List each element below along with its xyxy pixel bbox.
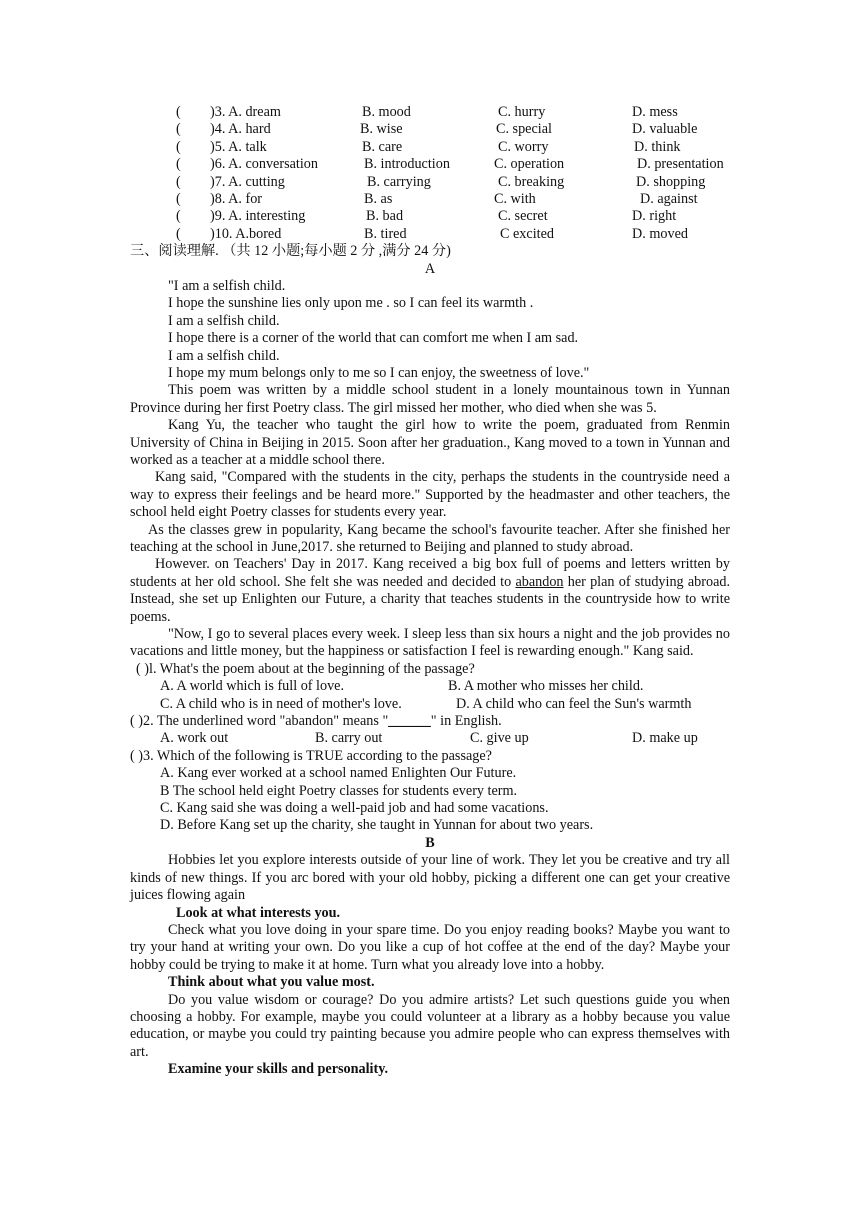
cloze-row [130,226,730,243]
cloze-option: C excited [500,225,554,242]
cloze-option: C. secret [498,208,548,225]
cloze-option: )5. A. talk [210,138,267,155]
cloze-row [130,156,730,173]
option: B. A mother who misses her child. [448,678,644,695]
poem-line: I am a selfish child. [168,312,280,329]
section-heading: 三、阅读理解. （共 12 小题;每小题 2 分 ,满分 24 分) [130,243,451,260]
paragraph: Hobbies let you explore interests outside of your line of work. They let you be creative and try all kinds of new things. If you arc bored with your old hobby, picking a different one can get your creative juices flowing again [130,852,730,904]
cloze-option: C. breaking [498,173,565,190]
answer-paren: ( [176,138,181,155]
passage-a-label: A [424,260,436,277]
cloze-option: D. against [640,190,698,207]
option: B The school held eight Poetry classes for students every term. [160,782,518,799]
option: C. give up [470,730,529,747]
option-row [130,730,730,747]
cloze-option: B. tired [364,225,407,242]
text: her plan of studying abroad. Instead, she set up Enlighten our Future, a charity that teaches students in the countryside how to write poems. [130,573,731,625]
answer-paren: ( [176,156,181,173]
cloze-row [130,104,730,121]
question-stem [130,713,730,730]
question-stem: ( )3. Which of the following is TRUE according to the passage? [130,747,492,764]
poem-line: I hope my mum belongs only to me so I can enjoy, the sweetness of love." [168,364,590,381]
cloze-option: C. hurry [498,104,546,120]
cloze-option: B. carrying [367,173,431,190]
paragraph: Do you value wisdom or courage? Do you admire artists? Let such questions guide you when choosing a hobby. For example, maybe you could volunteer at a library as a hobby because you value education, or maybe you could try painting because you admire people who can express themselves with art. [130,991,730,1060]
option: D. make up [632,730,698,747]
cloze-option: B. mood [362,104,411,120]
option: A. A world which is full of love. [160,678,345,695]
option-row [130,696,730,713]
cloze-row [130,191,730,208]
answer-paren: ( [176,190,181,207]
cloze-option: )6. A. conversation [210,156,318,173]
cloze-option: B. introduction [364,156,450,173]
cloze-option: D. mess [632,104,678,120]
answer-blank: ______ [388,713,431,730]
subheading: Think about what you value most. [168,974,375,991]
cloze-option: B. bad [366,208,404,225]
poem-line: "I am a selfish child. [168,277,286,294]
cloze-option: C. operation [494,156,565,173]
cloze-row [130,139,730,156]
answer-paren: ( [176,225,181,242]
cloze-option: B. as [364,190,393,207]
option: D. Before Kang set up the charity, she taught in Yunnan for about two years. [160,817,594,834]
poem-line: I am a selfish child. [168,347,280,364]
paragraph [130,556,730,626]
underlined-word: abandon [515,573,564,590]
cloze-option: B. wise [360,121,403,138]
option: C. A child who is in need of mother's love. [160,695,402,712]
subheading: Look at what interests you. [176,904,341,921]
cloze-option: )10. A.bored [210,225,282,242]
paragraph: Kang Yu, the teacher who taught the girl how to write the poem, graduated from Renmin University of China in Beijing in 2015. Soon after her graduation., Kang moved to a town in Yunnan and worked as a teacher at a middle school there. [130,417,730,468]
paragraph: "Now, I go to several places every week. I sleep less than six hours a night and the job provides no vacations and little money, but the happiness or satisfaction I feel is rewarding enough." Kang said. [130,626,730,660]
text: However. on Teachers' Day in 2017. Kang received a big box full of poems and letters written by students at her old school. She felt she was needed and decided to [130,556,730,590]
cloze-option: )7. A. cutting [210,173,285,190]
option-row [130,678,730,695]
text: " in English. [430,713,502,730]
cloze-option: )8. A. for [210,190,263,207]
poem-line: I hope there is a corner of the world that can comfort me when I am sad. [168,330,579,347]
cloze-row [130,208,730,225]
cloze-option: C. worry [498,138,549,155]
cloze-option: D. valuable [632,121,698,138]
cloze-option: )3. A. dream [210,104,281,120]
option: A. work out [160,730,229,747]
cloze-options [130,104,730,243]
cloze-option: D. right [632,208,677,225]
cloze-option: B. care [362,138,403,155]
poem-line: I hope the sunshine lies only upon me . so I can feel its warmth . [168,295,534,312]
cloze-row [130,174,730,191]
cloze-option: D. shopping [636,173,706,190]
answer-paren: ( [176,121,181,138]
paragraph: Check what you love doing in your spare time. Do you enjoy reading books? Maybe you want to try your hand at writing your own. Do you like a cup of hot coffee at the end of the day? Maybe your hobby could be trying to make it at home. Turn what you already love into a hobby. [130,921,730,973]
paragraph: As the classes grew in popularity, Kang became the school's favourite teacher. After she finished her teaching at the school in June,2017. she returned to Beijing and planned to study abroad. [130,521,730,556]
cloze-option: )4. A. hard [210,121,271,138]
paragraph: This poem was written by a middle school student in a lonely mountainous town in Yunnan Province during her first Poetry class. The girl missed her mother, who died when she was 5. [130,382,730,416]
passage-b-label: B [425,834,435,851]
exam-page [130,104,730,1079]
answer-paren: ( [176,173,181,190]
cloze-option: C. special [496,121,552,138]
cloze-option: D. presentation [637,156,724,173]
paragraph: Kang said, "Compared with the students in the city, perhaps the students in the countryside need a way to express their feelings and be heard more." Supported by the headmaster and other teachers, the school held eight Poetry classes for students every year. [130,469,730,521]
cloze-row [130,121,730,138]
cloze-option: D. moved [632,225,688,242]
answer-paren: ( [176,104,181,120]
cloze-option: C. with [494,190,536,207]
question-stem: ( )l. What's the poem about at the beginning of the passage? [136,660,475,677]
option: A. Kang ever worked at a school named Enlighten Our Future. [160,765,517,782]
text: ( )2. The underlined word "abandon" means " [130,713,389,730]
answer-paren: ( [176,208,181,225]
cloze-option: D. think [634,138,681,155]
option: C. Kang said she was doing a well-paid job and had some vacations. [160,800,549,817]
option: D. A child who can feel the Sun's warmth [456,695,692,712]
subheading: Examine your skills and personality. [168,1061,389,1078]
cloze-option: )9. A. interesting [210,208,306,225]
option: B. carry out [315,730,383,747]
